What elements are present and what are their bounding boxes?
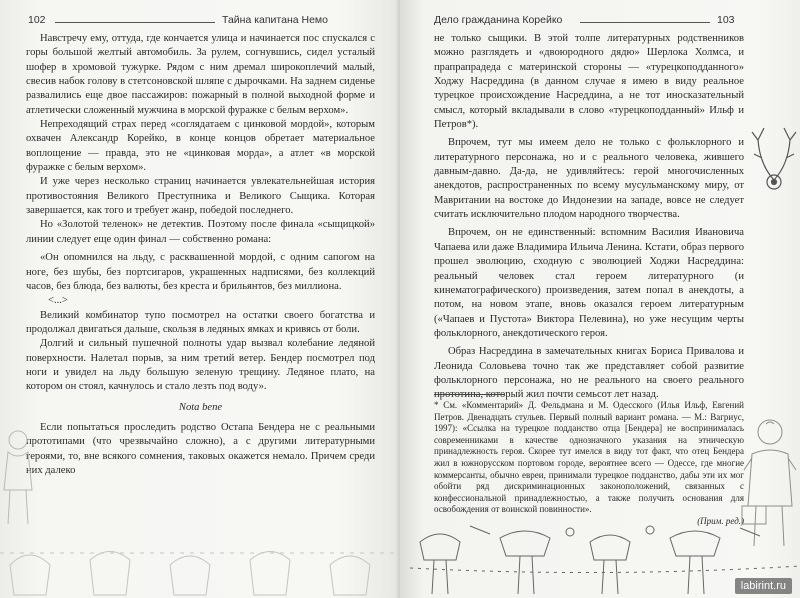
paragraph: Образ Насреддина в замечательных книгах Бориса Привалова и Леонида Соловьева точно так же представляет собой развитие фольклорного персонажа, но не реального на своего реального прототипа, который жил почти семьсот лет назад. bbox=[434, 346, 744, 401]
paragraph: Навстречу ему, оттуда, где кончается улица и начинается пос спускался с горы большой желтый автомобиль. За рулем, согнувшись, сидел усталый шофер в хромовой тужурке. Рядом с ним дремал широкоплечий малый, свесив набок голову в стетсоновской шляпе с дырочками. На заднем сиденье развалились еще двое пассажиров: пожарный в полной выходной форме и атлетически сложенный мужчина в морской фуражке с белым верхом». bbox=[26, 33, 375, 116]
quote-paragraph: Долгий и сильный пушечной полноты удар вызвал колебание ледяной поверхности. Налетал порыв, за ним третий ветер. Бендер посмотрел под ноги и увидел на льду большую зеленую трещину. Ледяное плато, на котором он стоял, качнулось и стало лезть под воду». bbox=[26, 338, 375, 393]
section-heading: Nota bene bbox=[178, 401, 223, 413]
footnote-text: * См. «Комментарий» Д. Фельдмана и М. Одесского (Илья Ильф, Евгений Петров. Двенадцать стульев. Первый полный вариант романа. — М.: Вагриус, 1997): «Ссылка на турецкое подданство отца [Бендера] не воспринималась современниками в качестве однозначного указания на этническую принадлежность героя. Скорее тут имелся в виду тот факт, что отец Бендера жил в южнорусском портовом городе, вероятнее всего — Одессе, где многие коммерсанты, обычно евреи, принимали турецкое подданство, дабы эти их мог обойти ряд дискриминационных законоположений, связанных с конфессиональной принадлежностью, а также получить основания для освобождения от воинской повинности». bbox=[434, 400, 744, 515]
watermark-badge: labirint.ru bbox=[735, 578, 792, 594]
paragraph: Впрочем, он не единственный: вспомним Василия Ивановича Чапаева или даже Владимира Ильича Ленина. Кстати, образ первого прошел эволюцию, сходную с эволюцией Ходжи Насреддина: реальный человек стал героем литературного (и кинематографического) произведения, затем попал в анекдоты, а потом, на новом этапе, вновь оказался героем литературным («Чапаев и Пустота» Виктора Пелевина), но уже несущим черты фольклорного, анекдотического героя. bbox=[434, 227, 744, 339]
footnote-rule bbox=[434, 394, 504, 395]
quote-ellipsis: <...> bbox=[48, 295, 68, 307]
sketch-border-left bbox=[0, 535, 395, 598]
quote-paragraph: Великий комбинатор тупо посмотрел на остатки своего богатства и продолжал двигаться дальше, скользя в ледяных ямках и кривясь от боли. bbox=[26, 309, 375, 335]
quote-paragraph: «Он опомнился на льду, с расквашенной мордой, с одним сапогом на ноге, без шубы, без портсигаров, украшенных надписями, без коллекций часов, без блюда, без валюты, без креста и брильянтов, без миллиона. bbox=[26, 252, 375, 292]
footnote bbox=[434, 400, 744, 528]
paragraph: Если попытаться проследить родство Остапа Бендера не с реальными прототипами (что чрезвычайно сложно), а с другими литературными героями, то, вне всякого сомнения, таковых окажется немало. Причем среди них далеко bbox=[26, 421, 375, 476]
paragraph: не только сыщики. В этой толпе литературных родственников можно разглядеть и «двоюродного дядю» Шерлока Холмса, и прапрапрадеда с материнской стороны — «турецкоподданного» Ходжу Насреддина (в данном случае я имею в виду реальное турецкое происхождение Насреддина, а не тот иносказательный смысл, который вкладывали в слово «турецкоподданный» Ильф и Петров*). bbox=[434, 33, 744, 131]
left-page-number: 102 bbox=[28, 14, 46, 26]
right-page bbox=[400, 0, 800, 598]
paragraph: Но «Золотой теленок» не детектив. Поэтому после финала «сыщицкой» линии следует еще один финал — собственно романа: bbox=[26, 219, 375, 245]
right-header-rule bbox=[580, 22, 710, 23]
right-page-number: 103 bbox=[717, 14, 735, 26]
paragraph: Впрочем, тут мы имеем дело не только с фольклорного и литературного персонажа, но и с реального человека, жившего давным-давно. Да-да, не удивляйтесь: герой многочисленных анекдотов, распространенных по всему мусульманскому миру, от Мавритании на востоке до Индонезии на западе, вовсе не следует считать исключительно плодом народного творчества. bbox=[434, 137, 744, 221]
left-running-title: Тайна капитана Немо bbox=[222, 14, 328, 26]
left-header-rule bbox=[55, 22, 215, 23]
sketch-figure-left bbox=[0, 420, 40, 530]
left-body-text bbox=[26, 32, 375, 478]
footnote-note: (Прим. ред.) bbox=[697, 515, 744, 526]
paragraph: Непреходящий страх перед «соглядатаем с цинковой мордой», которым охвачен Александр Корейко, в конце концов обретает материальное воплощение — правда, это не «цинковая морда», а атлет «в морской фуражке с белым верхом». bbox=[26, 119, 375, 174]
antler-emblem-sketch bbox=[750, 120, 798, 200]
right-running-title: Дело гражданина Корейко bbox=[434, 14, 563, 26]
paragraph: И уже через несколько страниц начинается увлекательнейшая история противостояния Великого Преступника и Великого Сыщика. Которая завершается, как того и требует жанр, победой последнего. bbox=[26, 176, 375, 217]
right-body-text bbox=[434, 32, 744, 403]
